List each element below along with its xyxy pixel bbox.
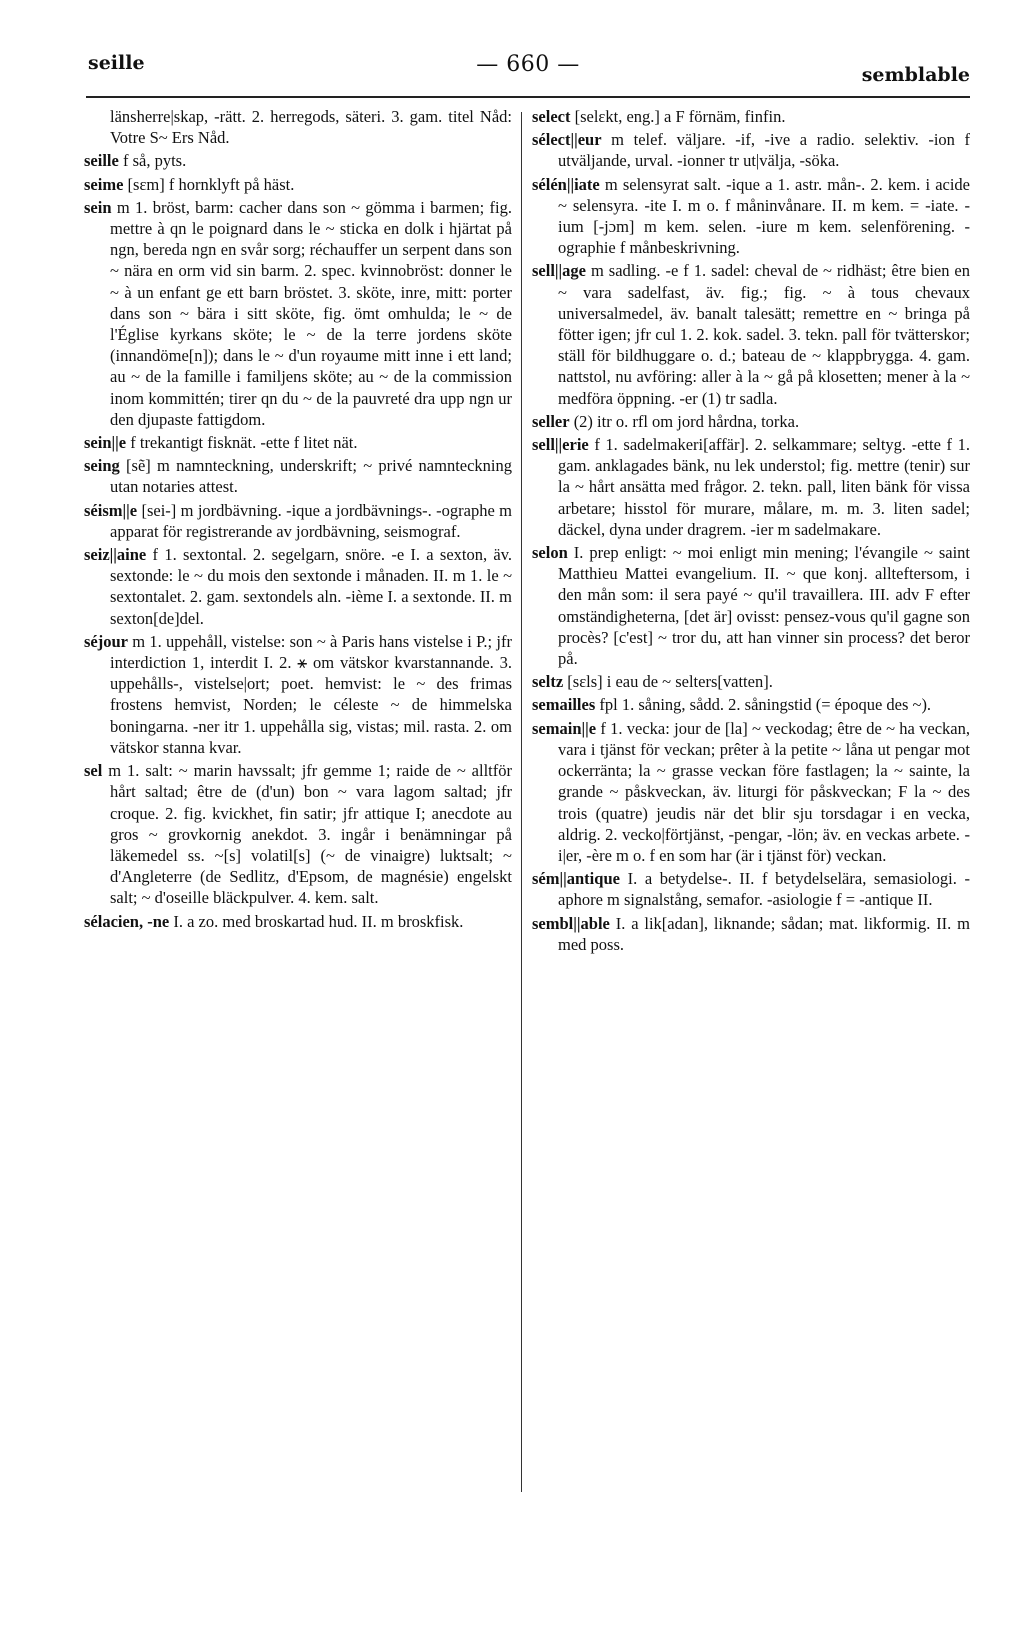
dictionary-entry	[84, 150, 512, 171]
entry-headword: séism||e	[84, 500, 138, 520]
entry-text: [selεkt, eng.] a F förnäm, finfin.	[574, 107, 786, 126]
entry-text: m 1. salt: ~ marin havssalt; jfr gemme 1; raide de ~ alltför hårt saltad; être de (d'un) bon ~ vara lagom saltad; jfr croque. 2. fig. kvickhet, fin satir; jfr attique I; anecdote au gros ~ grovkornig anekdot. 3. ingår i benämningar på läkemedel ss. ~[s] volatil[s] (~ de vinaigre) luktsalt; ~ d'Angleterre (de Sedlitz, d'Epsom, de magnésie) engelskt salt; ~ d'oseille bläckpulver. 4. kem. salt.	[108, 761, 512, 908]
right-column	[532, 106, 970, 957]
entry-headword: seller	[532, 411, 570, 431]
entry-headword: séjour	[84, 631, 128, 651]
dictionary-entry	[84, 106, 512, 148]
entry-text: fpl 1. såning, sådd. 2. såningstid (= époque des ~).	[599, 695, 932, 715]
dictionary-entry	[532, 129, 970, 171]
dictionary-entry	[84, 631, 512, 758]
entry-headword: seime	[84, 174, 124, 194]
dictionary-entry	[532, 106, 970, 127]
entry-text: [sei-] m jordbävning. -ique a jordbävnings-. -ographe m apparat för registrerande av jordbävning, seismograf.	[110, 500, 513, 541]
left-column	[84, 106, 512, 934]
dictionary-entry	[532, 411, 970, 432]
entry-text: m sadling. -e f 1. sadel: cheval de ~ ridhäst; être bien en ~ vara sadelfast, äv. fig.; fig. ~ à tous chevaux universalmedel, äv. banalt talesätt; remettre en ~ bringa på fötter igen; jfr cul 1. 2. kok. sadel. 3. tekn. pall för tvätterskor; ställ för bildhuggare o. d.; bateau de ~ klappbrygga. 4. gam. nattstol, nu avföring: aller à la ~ gå på klosetten; mener à la ~ medföra öppning. -er (1) tr sadla.	[558, 261, 971, 408]
entry-headword: seltz	[532, 672, 564, 692]
entry-headword: sém||antique	[532, 869, 620, 889]
entry-text: I. a betydelse-. II. f betydelselära, semasiologi. -aphore m signalstång, semafor. -asiologie f = -antique II.	[558, 869, 971, 910]
entry-text: m selensyrat salt. -ique a 1. astr. mån-. 2. kem. i acide ~ selensyra. -ite I. m o. f måninvånare. II. m kem. = -iate. -ium [-jɔm] m kem. selen. -iure m kem. selenförening. -ographie f månbeskrivning.	[558, 174, 971, 258]
dictionary-entry	[532, 434, 970, 540]
page-number: — 660 —	[476, 52, 580, 77]
entry-headword: seing	[84, 456, 120, 476]
dictionary-entry	[84, 432, 512, 453]
entry-headword: semailles	[532, 695, 596, 715]
entry-text: länsherre|skap, -rätt. 2. herregods, säteri. 3. gam. titel Nåd: Votre S~ Ers Nåd.	[110, 107, 512, 148]
entry-text: (2) itr o. rfl om jord hårdna, torka.	[573, 411, 800, 431]
header-left-headword: seille	[88, 52, 145, 74]
dictionary-entry	[84, 544, 512, 629]
dictionary-entry	[84, 760, 512, 908]
entry-text: [sεls] i eau de ~ selters[vatten].	[567, 672, 773, 692]
dictionary-entry	[532, 260, 970, 408]
dictionary-entry	[532, 913, 970, 955]
dictionary-entry	[84, 500, 512, 542]
entry-text: I. a zo. med broskartad hud. II. m broskfisk.	[173, 911, 464, 931]
dictionary-entry	[532, 174, 970, 259]
entry-headword: sélacien, -ne	[84, 911, 170, 931]
entry-headword: sembl||able	[532, 913, 610, 933]
dictionary-entry	[532, 671, 970, 692]
dictionary-entry	[532, 718, 970, 866]
entry-headword: sein||e	[84, 433, 127, 453]
entry-headword: select	[532, 107, 571, 126]
entry-headword: sel	[84, 761, 103, 781]
entry-text: f 1. sextontal. 2. segelgarn, snöre. -e I. a sexton, äv. sextonde: le ~ du mois den sextonde i månaden. II. m 1. le ~ sextontalet. 2. gam. sextondels aln. -ième I. a sextonde. II. m sexton[de]del.	[110, 545, 513, 628]
dictionary-entry	[84, 197, 512, 430]
entry-text: m 1. uppehåll, vistelse: son ~ à Paris hans vistelse i P.; jfr interdiction 1, interdit I. 2. ⚹ om vätskor kvarstannande. 3. uppehålls-, vistelse|ort; poet. hemvist: le ~ des frimas frostens hemvist, Norden; le céleste ~ de himmelska boningarna. -ner itr 1. uppehålla sig, vistas; mil. rasta. 2. om vätskor stanna kvar.	[110, 631, 512, 757]
entry-headword: seiz||aine	[84, 545, 147, 565]
entry-text: I. prep enligt: ~ moi enligt min mening; l'évangile ~ saint Matthieu Mattei evangelium. II. ~ que konj. allteftersom, i den mån som: il sera payé ~ qu'il travaillera. III. adv F efter omständigheterna, [det är] ovisst: pensez-vous qu'il gagne son procès? [c'est] ~ tror du, att han vinner sin process? det beror på.	[558, 543, 971, 669]
entry-headword: sell||erie	[532, 435, 589, 455]
dictionary-entry	[532, 868, 970, 910]
page-header	[86, 48, 970, 98]
header-right-headword: semblable	[861, 64, 970, 86]
entry-text: f 1. vecka: jour de [la] ~ veckodag; être de ~ ha veckan, vara i tjänst för veckan; prêter à la petite ~ låna ut pengar mot ockerränta; la ~ grasse veckan före fastlagen; la ~ sainte, la grande ~ påskveckan, äv. liturgi för påskveckan; F la ~ des trois (quatre) jeudis när det blir sju torsdagar i en vecka, aldrig. 2. vecko|förtjänst, -pengar, -lön; äv. en veckas arbete. -i|er, -ère m o. f en som har (är i tjänst för) veckan.	[558, 718, 970, 865]
entry-text: m 1. bröst, barm: cacher dans son ~ gömma i barmen; fig. mettre à qn le poignard dans le ~ sticka en dolk i hjärtat på ngn, bereda ngn en svår sorg; réchauffer un serpent dans son ~ nära en orm vid sin barm. 2. spec. kvinnobröst: donner le ~ à un enfant ge ett barn bröstet. 3. sköte, inre, mitt: porter dans son ~ bära i sitt sköte, fig. ömt omhulda; le ~ de l'Église kyrkans sköte; le ~ de la terre jordens sköte (innandöme[n]); dans le ~ d'un royaume mitt inne i ett land; au ~ de la famille i familjens sköte; au ~ de la commission inom kommittén; tirer qn du ~ de la pauvreté dra upp ngn ur den djupaste fattigdom.	[110, 197, 512, 429]
entry-text: m telef. väljare. -if, -ive a radio. selektiv. -ion f utväljande, urval. -ionner tr ut|välja, -söka.	[558, 130, 970, 171]
dictionary-entry	[84, 455, 512, 497]
entry-headword: sell||age	[532, 261, 587, 281]
dictionary-entry	[532, 694, 970, 715]
entry-headword: sélén||iate	[532, 174, 600, 194]
dictionary-entry	[532, 542, 970, 669]
entry-text: f 1. sadelmakeri[affär]. 2. selkammare; seltyg. -ette f 1. gam. anklagades bänk, nu lek understol; fig. mettre (tenir) sur la ~ hårt ansätta med frågor. 2. tekn. pall, liten bänk för vissa arbetare; hisstol för murare, målare, m. m. 3. liten sadel; däckel, dyna under dragrem. -ier m sadelmakare.	[558, 435, 970, 539]
entry-text: f så, pyts.	[122, 151, 187, 171]
entry-text: I. a lik[adan], liknande; sådan; mat. likformig. II. m med poss.	[558, 913, 970, 954]
entry-headword: sélect||eur	[532, 130, 602, 150]
entry-headword: seille	[84, 151, 119, 171]
entry-headword: sein	[84, 197, 112, 217]
entry-headword: selon	[532, 543, 568, 563]
dictionary-entry	[84, 911, 512, 932]
column-divider	[521, 112, 522, 1492]
dictionary-entry	[84, 174, 512, 195]
entry-headword: semain||e	[532, 718, 597, 738]
entry-text: [sεm] f hornklyft på häst.	[127, 174, 295, 194]
entry-text: [sẽ] m namnteckning, underskrift; ~ privé namnteckning utan notaries attest.	[110, 456, 513, 497]
entry-text: f trekantigt fisknät. -ette f litet nät.	[130, 433, 358, 453]
